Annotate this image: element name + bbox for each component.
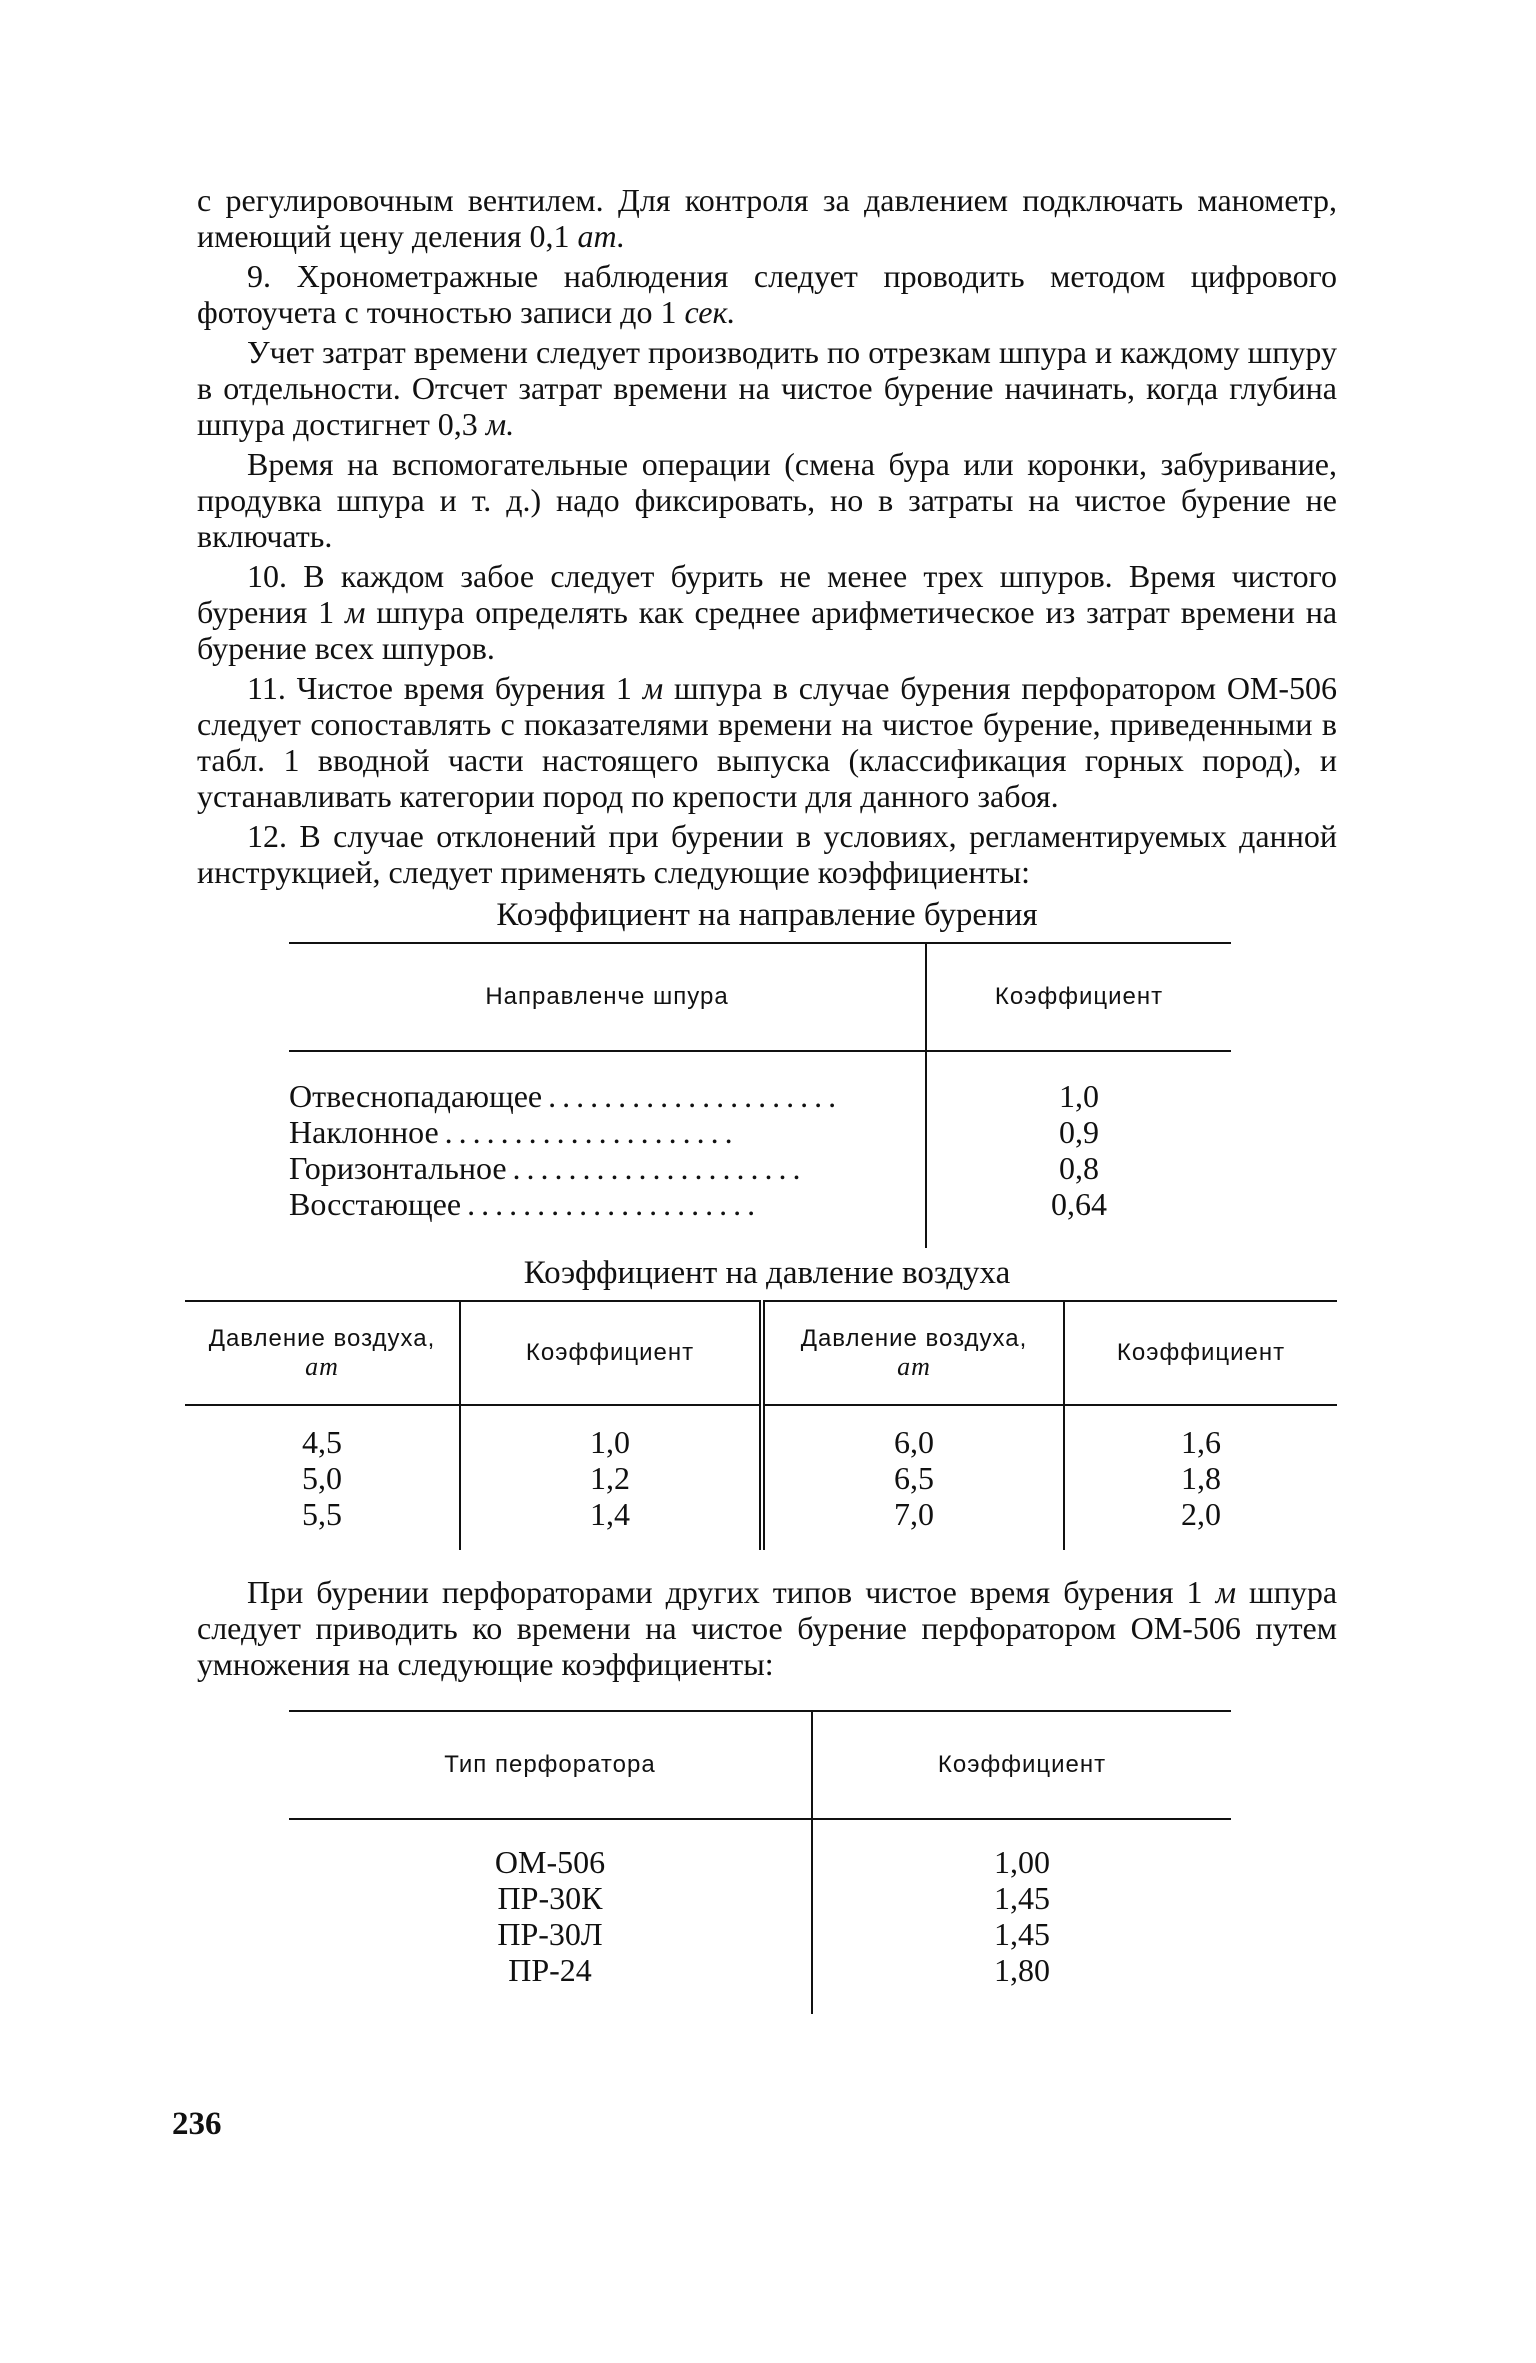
table-row: Отвеснопадающее ..................... [289, 1078, 843, 1114]
paragraph-9: 9. Хронометражные наблюдения следует проводить методом цифрового фотоучета с точностью записи до 1 сек. [197, 258, 1337, 330]
table-pressure-title: Коэффициент на давление воздуха [523, 1255, 1011, 1291]
table-pressure-col-pressure-2: 6,0 6,5 7,0 [762, 1405, 1064, 1550]
table-drill-type-header-type: Тип перфоратора [289, 1711, 812, 1819]
table-drill-type-types: ОМ-506 ПР-30К ПР-30Л ПР-24 [289, 1819, 812, 2014]
table-pressure-col-coefficient-1: 1,0 1,2 1,4 [460, 1405, 762, 1550]
table-pressure [185, 1300, 1337, 1550]
table-direction-values: 1,0 0,9 0,8 0,64 [1051, 1078, 1107, 1222]
table-direction-header-coefficient: Коэффициент [926, 943, 1231, 1051]
paragraph-12: 12. В случае отклонений при бурении в условиях, регламентируемых данной инструкцией, следует применять следующие коэффициенты: [197, 818, 1337, 890]
table-pressure-header-coefficient-1: Коэффициент [460, 1301, 762, 1405]
table-direction [289, 942, 1231, 1248]
paragraph-10: 10. В каждом забое следует бурить не менее трех шпуров. Время чистого бурения 1 м шпура определять как среднее арифметическое из затрат времени на бурение всех шпуров. [197, 558, 1338, 666]
table-pressure-header-coefficient-2: Коэффициент [1064, 1301, 1337, 1405]
page-content [197, 182, 1337, 2014]
table-direction-labels [289, 1051, 926, 1248]
table-direction-title: Коэффициент на направление бурения [496, 897, 1038, 933]
paragraph-auxiliary-operations: Время на вспомогательные операции (смена бура или коронки, забуривание, продувка шпура и т. д.) надо фиксировать, но в затраты на чистое бурение не включать. [197, 446, 1337, 554]
table-drill-type-header-coefficient: Коэффициент [812, 1711, 1231, 1819]
table-drill-type [289, 1710, 1231, 2014]
table-pressure-header-pressure-1: Давление воздуха, ат [185, 1301, 460, 1405]
paragraph-other-drills: При бурении перфораторами других типов чистое время бурения 1 м шпура следует приводить ко времени на чистое бурение перфоратором ОМ-506 путем умножения на следующие коэффициенты: [197, 1574, 1338, 1682]
table-row: Наклонное ..................... [289, 1114, 739, 1150]
table-pressure-col-pressure-1: 4,5 5,0 5,5 [185, 1405, 460, 1550]
table-pressure-header-pressure-2: Давление воздуха, ат [762, 1301, 1064, 1405]
table-drill-type-coefficients: 1,00 1,45 1,45 1,80 [994, 1844, 1050, 1988]
paragraph-1: с регулировочным вентилем. Для контроля за давлением подключать манометр, имеющий цену деления 0,1 ат. [197, 182, 1337, 254]
paragraph-11: 11. Чистое время бурения 1 м шпура в случае бурения перфоратором ОМ-506 следует сопоставлять с показателями времени на чистое бурение, приведенными в табл. 1 вводной части настоящего выпуска (классификация горных пород), и устанавливать категории пород по крепости для данного забоя. [197, 670, 1338, 814]
page-number: 236 [172, 2106, 222, 2142]
table-pressure-col-coefficient-2: 1,6 1,8 2,0 [1181, 1424, 1221, 1532]
paragraph-time-accounting: Учет затрат времени следует производить по отрезкам шпура и каждому шпуру в отдельности. Отсчет затрат времени на чистое бурение начинать, когда глубина шпура достигнет 0,3 м. [197, 334, 1337, 442]
table-row: Горизонтальное ..................... [289, 1150, 807, 1186]
table-row: Восстающее ..................... [289, 1186, 762, 1222]
table-direction-header-direction: Направленче шпура [289, 943, 926, 1051]
